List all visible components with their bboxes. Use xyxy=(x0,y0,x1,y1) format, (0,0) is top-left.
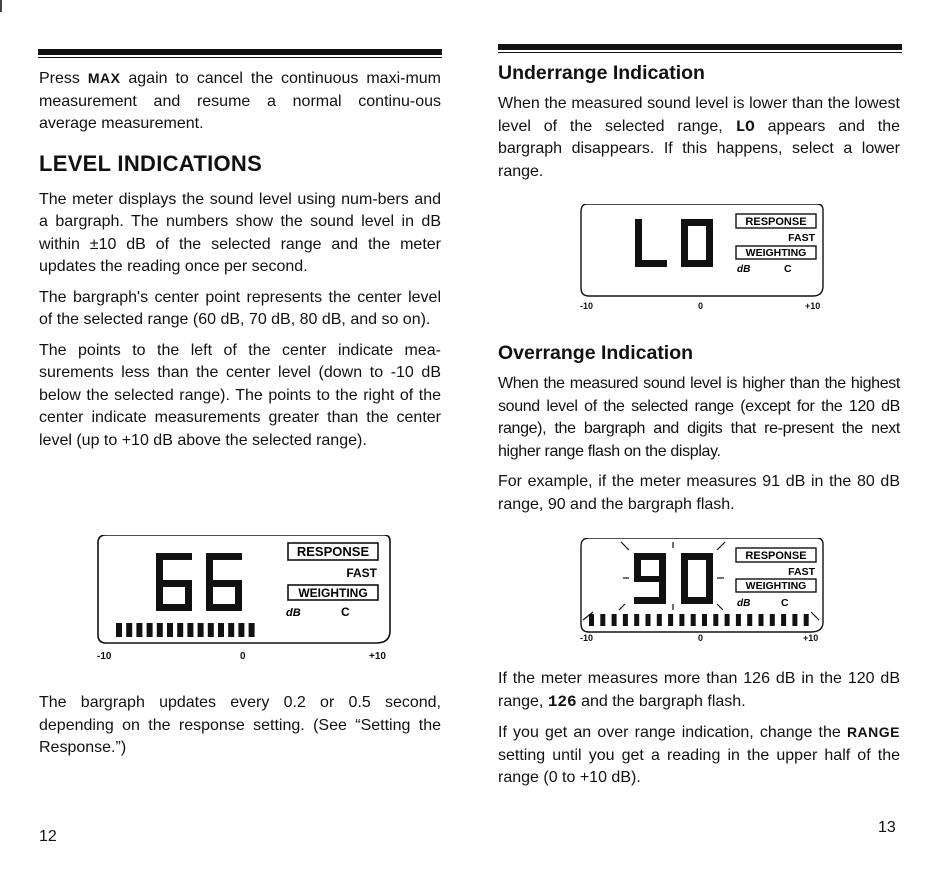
scale-max: +10 xyxy=(369,651,386,662)
scale-min: -10 xyxy=(580,301,594,311)
bargraph-segment xyxy=(126,623,132,637)
bargraph-segment xyxy=(147,623,153,637)
digit-9 xyxy=(634,553,666,604)
level-indications-heading: LEVEL INDICATIONS xyxy=(39,150,263,176)
bargraph-segment xyxy=(657,614,662,626)
digit-o xyxy=(681,219,713,267)
fast-label: FAST xyxy=(788,232,815,244)
level-paragraph-1: The meter displays the sound level using num-bers and a bargraph. The numbers show the sound level in dB within ±10 dB of the selected range and the meter updates the reading once per second. xyxy=(39,190,441,275)
lcd-display-lo xyxy=(579,204,825,298)
scale-max: +10 xyxy=(803,633,819,643)
weighting-label: WEIGHTING xyxy=(745,247,807,259)
lcd-display-90 xyxy=(579,538,825,634)
bargraph-segment xyxy=(208,623,214,637)
code-126: 126 xyxy=(547,692,577,711)
right-column-bottom xyxy=(498,668,900,790)
level-paragraph-3: The points to the left of the center indicate mea-surements less than the center level (down to -10 dB below the selected range). The points to the right of the center indicate measurements greater than the center level (up to +10 dB above the selected range). xyxy=(39,341,441,449)
bargraph-segment xyxy=(770,614,775,626)
bargraph-segment xyxy=(116,623,122,637)
bargraph-segment xyxy=(228,623,234,637)
weighting-label: WEIGHTING xyxy=(298,586,368,600)
bargraph-segment xyxy=(136,623,142,637)
scale-min: -10 xyxy=(580,633,594,643)
bargraph xyxy=(589,614,809,626)
bargraph-segment xyxy=(600,614,605,626)
left-top-rule xyxy=(38,49,442,55)
c-weighting-label: C xyxy=(781,597,789,609)
scale-mid: 0 xyxy=(698,633,704,643)
page-number-right: 13 xyxy=(878,819,896,836)
left-column xyxy=(39,67,441,452)
bargraph-segment xyxy=(804,614,809,626)
scan-edge-mark xyxy=(0,0,2,12)
underrange-heading: Underrange Indication xyxy=(498,62,705,84)
digit-6-second xyxy=(206,553,242,611)
overrange-paragraph-1: When the measured sound level is higher than the highest sound level of the selected range (except for the 120 dB range), the bargraph and digits that re-present the next higher range flash on the display. xyxy=(498,375,900,460)
level-paragraph-2: The bargraph's center point represents the center level of the selected range (60 dB, 70 dB, 80 dB, and so on). xyxy=(39,288,441,328)
bargraph-segment xyxy=(792,614,797,626)
bargraph-segment xyxy=(759,614,764,626)
page-number-left: 12 xyxy=(39,828,57,845)
c-weighting-label: C xyxy=(784,263,792,275)
bargraph-update-paragraph: The bargraph updates every 0.2 or 0.5 second, depending on the response setting. (See “Setting the Response.”) xyxy=(39,694,441,756)
bargraph-segment xyxy=(725,614,730,626)
scale-mid: 0 xyxy=(698,301,704,311)
bargraph-segment xyxy=(691,614,696,626)
bargraph-segment xyxy=(623,614,628,626)
bargraph-segment xyxy=(668,614,673,626)
overrange-paragraph-3: If the meter measures more than 126 dB in the 120 dB range, 126 and the bargraph flash. xyxy=(498,670,900,711)
db-label: dB xyxy=(286,607,301,619)
right-column-middle xyxy=(498,342,900,516)
max-key: MAX xyxy=(87,70,121,86)
digit-0 xyxy=(681,553,713,604)
lcd-display-66 xyxy=(96,535,392,647)
response-label: RESPONSE xyxy=(296,544,370,559)
bargraph-segment xyxy=(612,614,617,626)
bargraph-segment xyxy=(781,614,786,626)
intro-paragraph: Press MAX again to cancel the continuous maxi-mum measurement and resume a normal continu-ous average measurement. xyxy=(39,70,442,132)
weighting-label: WEIGHTING xyxy=(745,580,807,592)
fast-label: FAST xyxy=(346,566,377,580)
bargraph-segment xyxy=(589,614,594,626)
overrange-heading: Overrange Indication xyxy=(498,342,694,364)
bargraph-segment xyxy=(177,623,183,637)
digit-6-first xyxy=(156,553,192,611)
bargraph-segment xyxy=(646,614,651,626)
db-label: dB xyxy=(737,598,751,609)
bargraph-segment xyxy=(218,623,224,637)
bargraph-segment xyxy=(736,614,741,626)
scale-min: -10 xyxy=(97,651,112,662)
response-label: RESPONSE xyxy=(745,550,807,562)
lo-code: LO xyxy=(735,117,755,136)
right-top-rule xyxy=(498,44,902,50)
right-column xyxy=(498,62,900,183)
bargraph-segment xyxy=(249,623,255,637)
bargraph-segment xyxy=(702,614,707,626)
bargraph-segment xyxy=(238,623,244,637)
scale-max: +10 xyxy=(805,301,821,311)
c-weighting-label: C xyxy=(341,605,350,619)
bargraph-segment xyxy=(634,614,639,626)
bargraph xyxy=(116,623,255,637)
digit-l xyxy=(635,219,667,267)
db-label: dB xyxy=(737,264,751,275)
overrange-paragraph-2: For example, if the meter measures 91 dB in the 80 dB range, 90 and the bargraph flash. xyxy=(498,473,900,513)
scale-mid: 0 xyxy=(240,651,246,662)
bargraph-segment xyxy=(187,623,193,637)
fast-label: FAST xyxy=(788,566,815,578)
underrange-paragraph: When the measured sound level is lower than the lowest level of the selected range, LO appears and the bargraph disappears. If this happens, select a lower range. xyxy=(498,95,901,180)
overrange-paragraph-4: If you get an over range indication, change the RANGE setting until you get a reading in the upper half of the range (0 to +10 dB). xyxy=(498,724,900,786)
left-column-bottom xyxy=(39,692,441,760)
bargraph-segment xyxy=(679,614,684,626)
bargraph-segment xyxy=(713,614,718,626)
range-key: RANGE xyxy=(846,724,900,740)
bargraph-segment xyxy=(167,623,173,637)
bargraph-segment xyxy=(198,623,204,637)
bargraph-segment xyxy=(747,614,752,626)
bargraph-segment xyxy=(157,623,163,637)
response-label: RESPONSE xyxy=(745,216,807,228)
